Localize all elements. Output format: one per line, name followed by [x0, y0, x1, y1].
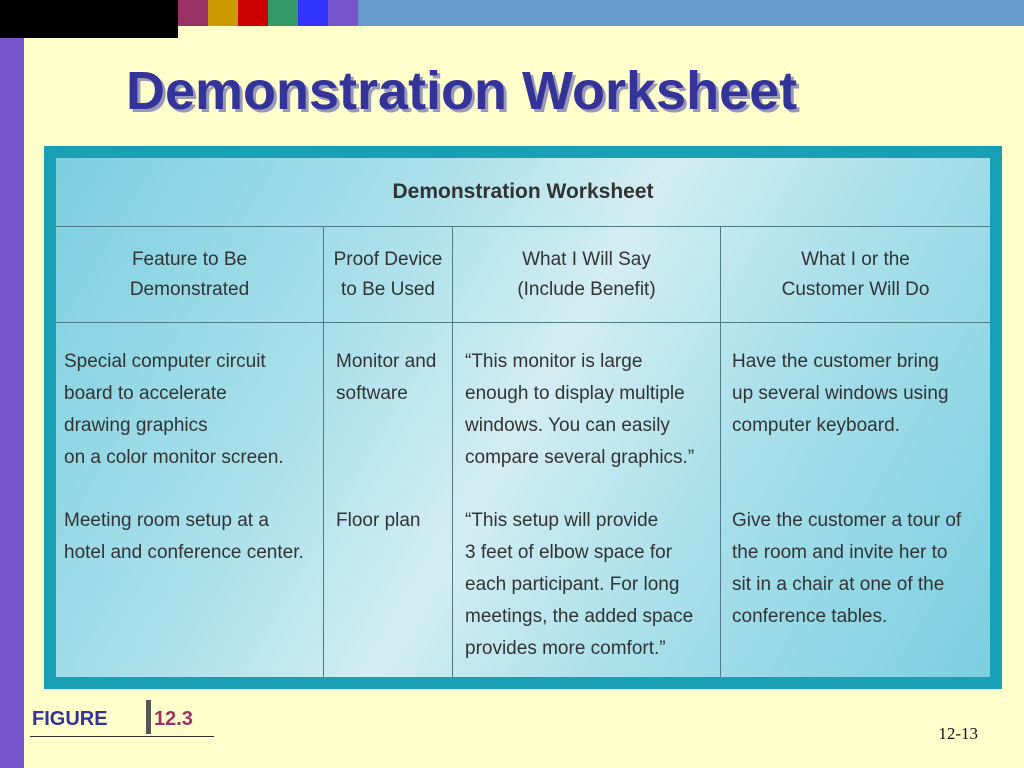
row1-feature-cell: Special computer circuit board to accelerate drawing graphics on a color monitor screen.: [64, 351, 284, 468]
row1-customer-action-cell: Have the customer bring up several windows using computer keyboard.: [732, 351, 949, 436]
top-left-black-block: [0, 0, 178, 38]
worksheet-figure: [44, 146, 1002, 689]
slide-title: Demonstration Worksheet: [126, 61, 798, 121]
figure-divider-bar: [146, 700, 151, 734]
worksheet-table: [56, 158, 990, 677]
column-header-what-i-will-say: What I Will Say (Include Benefit): [517, 248, 656, 300]
color-swatch-3: [238, 0, 268, 26]
row1-proof-device-cell: Monitor and software: [336, 351, 437, 404]
header-divider: [56, 322, 990, 323]
worksheet-title: Demonstration Worksheet: [56, 158, 990, 227]
left-accent-bar: [0, 38, 24, 768]
figure-label: FIGURE: [32, 708, 108, 730]
color-swatch-6: [328, 0, 358, 26]
column-header-feature: Feature to Be Demonstrated: [129, 248, 250, 300]
row1-what-i-will-say-cell: “This monitor is large enough to display multiple windows. You can easily compare several graphics.”: [465, 351, 695, 468]
figure-number: 12.3: [154, 708, 193, 730]
color-swatch-5: [298, 0, 328, 26]
top-bar: [0, 0, 1024, 26]
color-swatch-1: [178, 0, 208, 26]
row2-proof-device-cell: Floor plan: [336, 510, 421, 531]
column-header-what-customer-will-do: What I or the Customer Will Do: [781, 248, 930, 300]
column-header-proof-device: Proof Device to Be Used: [333, 248, 443, 300]
color-swatch-2: [208, 0, 238, 26]
row2-feature-cell: Meeting room setup at a hotel and conference center.: [64, 510, 304, 563]
color-swatch-4: [268, 0, 298, 26]
row2-what-i-will-say-cell: “This setup will provide 3 feet of elbow space for each participant. For long meetings, the added space provides more comfort.”: [465, 510, 694, 659]
figure-caption: [30, 700, 214, 737]
page-number: 12-13: [938, 724, 978, 743]
row2-customer-action-cell: Give the customer a tour of the room and invite her to sit in a chair at one of the conference tables.: [732, 510, 962, 627]
